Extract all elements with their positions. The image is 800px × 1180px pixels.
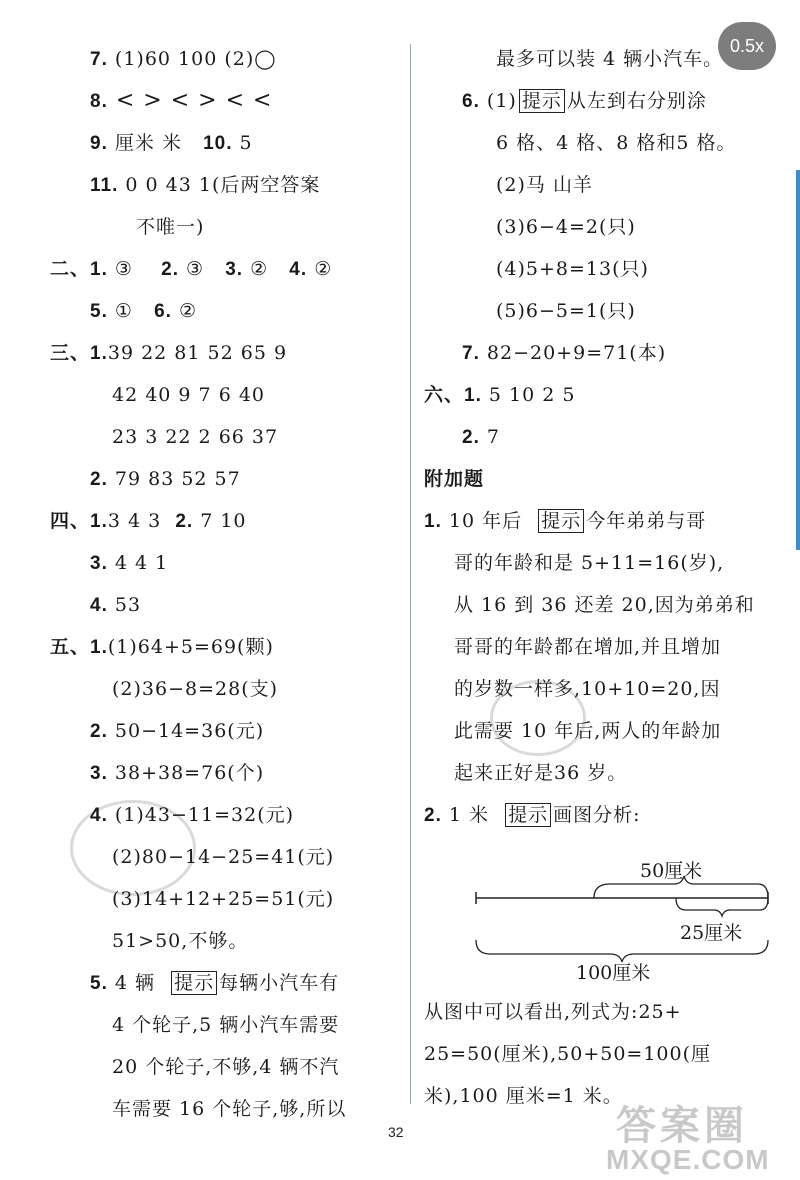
- answer-line: 6. (1) 提示 从左到右分别涂: [462, 90, 707, 112]
- label-25cm: 25厘米: [680, 922, 743, 944]
- answer-line: 从图中可以看出,列式为:25+: [424, 1001, 682, 1023]
- answer-line: (2)80−14−25=41(元): [112, 846, 335, 868]
- page-number: 32: [388, 1124, 404, 1140]
- answer-line: 2. 50−14=36(元): [90, 720, 265, 742]
- watermark-url: MXQE.COM: [606, 1144, 770, 1175]
- answer-line: 二、1. ③ 2. ③ 3. ② 4. ②: [50, 258, 333, 280]
- hint-box: 提示: [505, 803, 551, 827]
- answer-line: 4. (1)43−11=32(元): [90, 804, 295, 826]
- answer-line: 哥的年龄和是 5+11=16(岁),: [454, 552, 725, 574]
- answer-line: 42 40 9 7 6 40: [112, 384, 265, 406]
- hint-box: 提示: [538, 509, 584, 533]
- scroll-indicator[interactable]: [796, 170, 800, 550]
- speed-badge[interactable]: 0.5x: [718, 22, 776, 70]
- answer-line: 最多可以装 4 辆小汽车。: [496, 48, 724, 70]
- answer-line: 三、1.39 22 81 52 65 9: [50, 342, 288, 364]
- answer-line: 4 个轮子,5 辆小汽车需要: [112, 1014, 340, 1036]
- hint-box: 提示: [519, 89, 565, 113]
- answer-line: 3. 38+38=76(个): [90, 762, 265, 784]
- answer-line: 不唯一): [136, 216, 205, 238]
- answer-line: 车需要 16 个轮子,够,所以: [112, 1098, 347, 1120]
- answer-line: 11. 0 0 43 1(后两空答案: [90, 174, 321, 196]
- answer-line: 米),100 厘米=1 米。: [424, 1085, 623, 1107]
- section-heading: 附加题: [424, 468, 485, 490]
- label-100cm: 100厘米: [576, 962, 651, 984]
- answer-line: 5. 4 辆 提示 每辆小汽车有: [90, 972, 340, 994]
- answer-line: 9. 厘米 米 10. 5: [90, 132, 253, 154]
- site-watermark: [556, 1080, 800, 1180]
- answer-line: (5)6−5=1(只): [496, 300, 636, 322]
- answer-line: 1. 10 年后 提示 今年弟弟与哥: [424, 510, 707, 532]
- answer-line: 此需要 10 年后,两人的年龄加: [454, 720, 722, 742]
- answer-line: 六、1. 5 10 2 5: [424, 384, 576, 406]
- column-divider: [410, 44, 411, 1104]
- answer-line: (2)马 山羊: [496, 174, 593, 196]
- answer-line: 起来正好是36 岁。: [454, 762, 628, 784]
- answer-line: 4. 53: [90, 594, 142, 616]
- answer-line: 20 个轮子,不够,4 辆不汽: [112, 1056, 340, 1078]
- hint-box: 提示: [171, 971, 217, 995]
- answer-line: 四、1.3 4 3 2. 7 10: [50, 510, 247, 532]
- answer-line: 的岁数一样多,10+10=20,因: [454, 678, 721, 700]
- answer-line: 2. 1 米 提示 画图分析:: [424, 804, 641, 826]
- answer-line: (3)6−4=2(只): [496, 216, 636, 238]
- answer-line: 从 16 到 36 还差 20,因为弟弟和: [454, 594, 755, 616]
- answer-line: 23 3 22 2 66 37: [112, 426, 279, 448]
- answer-line: 3. 4 4 1: [90, 552, 169, 574]
- answer-line: 2. 7: [462, 426, 500, 448]
- answer-line: 8. < > < > < <: [90, 88, 273, 113]
- answer-line: 25=50(厘米),50+50=100(厘: [424, 1043, 712, 1065]
- answer-line: 7. 82−20+9=71(本): [462, 342, 667, 364]
- answer-line: (2)36−8=28(支): [112, 678, 279, 700]
- answer-line: 2. 79 83 52 57: [90, 468, 241, 490]
- answer-line: (3)14+12+25=51(元): [112, 888, 335, 910]
- answer-line: 五、1.(1)64+5=69(颗): [50, 636, 274, 658]
- label-50cm: 50厘米: [640, 860, 703, 882]
- answer-line: 5. ① 6. ②: [90, 300, 198, 322]
- watermark-logo: 答案圈: [616, 1104, 748, 1148]
- answer-line: 哥哥的年龄都在增加,并且增加: [454, 636, 722, 658]
- answer-line: 6 格、4 格、8 格和5 格。: [496, 132, 737, 154]
- answer-line: 51>50,不够。: [112, 930, 249, 952]
- brace-25cm: [676, 898, 768, 916]
- answer-line: (4)5+8=13(只): [496, 258, 649, 280]
- answer-line: 7. (1)60 100 (2)◯: [90, 48, 277, 70]
